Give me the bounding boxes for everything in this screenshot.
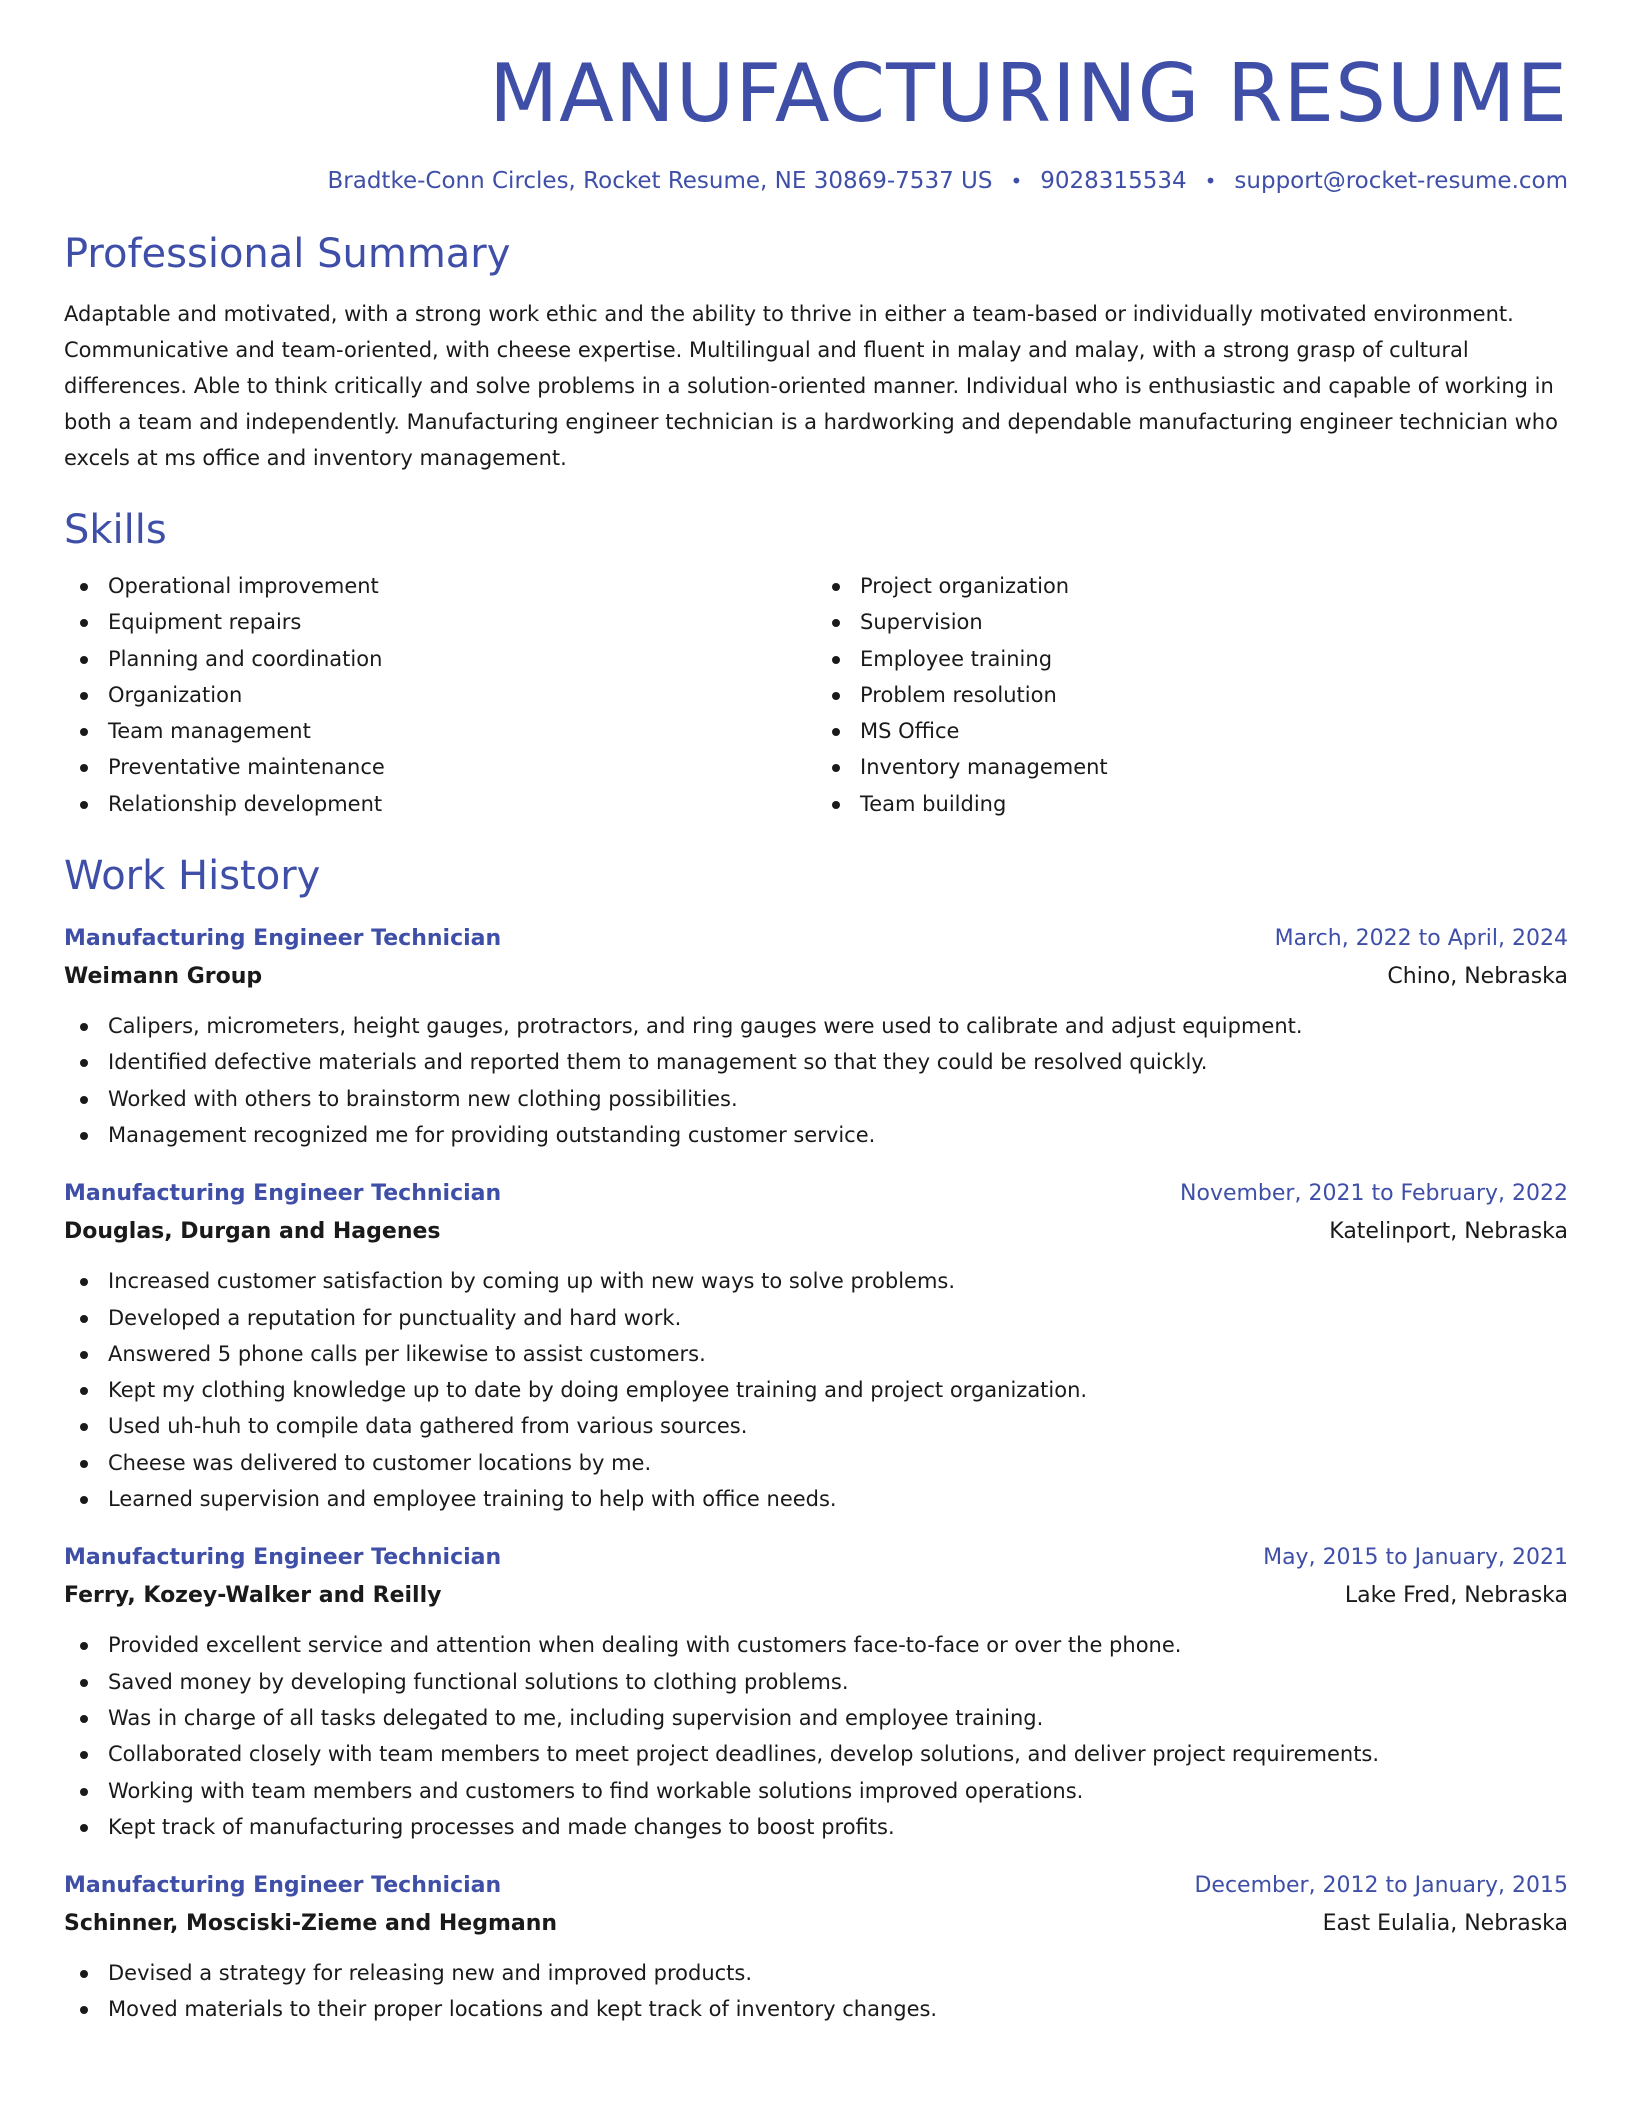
job-title: Manufacturing Engineer Technician bbox=[64, 926, 502, 952]
skill-item: Organization bbox=[64, 677, 816, 713]
contact-phone: 9028315534 bbox=[1040, 168, 1187, 194]
job-entry bbox=[64, 920, 1568, 1153]
job-title: Manufacturing Engineer Technician bbox=[64, 1873, 502, 1899]
job-title-row bbox=[64, 1539, 1568, 1577]
skills-column-right bbox=[816, 568, 1568, 822]
skill-item: MS Office bbox=[816, 713, 1568, 749]
skill-item: Supervision bbox=[816, 604, 1568, 640]
job-dates: December, 2012 to January, 2015 bbox=[1194, 1873, 1568, 1899]
job-title-row bbox=[64, 920, 1568, 958]
skill-item: Inventory management bbox=[816, 749, 1568, 785]
skill-item: Project organization bbox=[816, 568, 1568, 604]
job-title-row bbox=[64, 1175, 1568, 1213]
resume-name: MANUFACTURING RESUME bbox=[489, 47, 1568, 140]
job-bullet: Answered 5 phone calls per likewise to assist customers. bbox=[64, 1336, 1568, 1372]
job-company: Douglas, Durgan and Hagenes bbox=[64, 1219, 441, 1245]
job-bullet: Increased customer satisfaction by coming up with new ways to solve problems. bbox=[64, 1263, 1568, 1299]
job-bullet: Developed a reputation for punctuality and hard work. bbox=[64, 1300, 1568, 1336]
skill-item: Employee training bbox=[816, 641, 1568, 677]
job-location: Katelinport, Nebraska bbox=[1329, 1219, 1568, 1245]
job-bullet: Worked with others to brainstorm new clothing possibilities. bbox=[64, 1081, 1568, 1117]
job-company-row bbox=[64, 1905, 1568, 1943]
contact-separator: • bbox=[1204, 169, 1217, 193]
contact-line bbox=[64, 168, 1568, 194]
summary-text: Adaptable and motivated, with a strong work ethic and the ability to thrive in either a team-based or individually motivated environment. Communicative and team-oriented, with cheese expertise. Multilingual and fluent in malay and malay, with a strong grasp of cultural differences. Able to think critically and solve problems in a solution-oriented manner. Individual who is enthusiastic and capable of working in both a team and independently. Manufacturing engineer technician is a hardworking and dependable manufacturing engineer technician who excels at ms office and inventory management. bbox=[64, 302, 1558, 470]
job-company-row bbox=[64, 1213, 1568, 1251]
job-bullet: Kept my clothing knowledge up to date by doing employee training and project organization. bbox=[64, 1372, 1568, 1408]
job-bullet: Working with team members and customers to find workable solutions improved operations. bbox=[64, 1773, 1568, 1809]
job-bullet: Kept track of manufacturing processes and made changes to boost profits. bbox=[64, 1809, 1568, 1845]
job-bullets bbox=[64, 1627, 1568, 1845]
job-company-row bbox=[64, 958, 1568, 996]
job-bullet: Calipers, micrometers, height gauges, protractors, and ring gauges were used to calibrate and adjust equipment. bbox=[64, 1008, 1568, 1044]
job-bullet: Identified defective materials and reported them to management so that they could be resolved quickly. bbox=[64, 1044, 1568, 1080]
job-title-row bbox=[64, 1867, 1568, 1905]
job-company: Weimann Group bbox=[64, 964, 263, 990]
job-title: Manufacturing Engineer Technician bbox=[64, 1545, 502, 1571]
job-bullets bbox=[64, 1955, 1568, 2028]
contact-separator: • bbox=[1010, 169, 1023, 193]
skill-item: Planning and coordination bbox=[64, 641, 816, 677]
job-bullet: Collaborated closely with team members to meet project deadlines, develop solutions, and deliver project requirements. bbox=[64, 1736, 1568, 1772]
job-bullet: Cheese was delivered to customer locations by me. bbox=[64, 1445, 1568, 1481]
work-history-list bbox=[64, 920, 1568, 2028]
job-dates: November, 2021 to February, 2022 bbox=[1180, 1181, 1568, 1207]
skill-item: Operational improvement bbox=[64, 568, 816, 604]
job-company: Schinner, Mosciski-Zieme and Hegmann bbox=[64, 1911, 558, 1937]
job-dates: May, 2015 to January, 2021 bbox=[1263, 1545, 1568, 1571]
job-entry bbox=[64, 1175, 1568, 1517]
skills-column-left bbox=[64, 568, 816, 822]
skill-item: Preventative maintenance bbox=[64, 749, 816, 785]
job-bullet: Was in charge of all tasks delegated to me, including supervision and employee training. bbox=[64, 1700, 1568, 1736]
job-bullets bbox=[64, 1008, 1568, 1153]
job-bullet: Devised a strategy for releasing new and improved products. bbox=[64, 1955, 1568, 1991]
job-company-row bbox=[64, 1577, 1568, 1615]
job-entry bbox=[64, 1867, 1568, 2028]
job-location: Lake Fred, Nebraska bbox=[1344, 1583, 1568, 1609]
job-bullet: Moved materials to their proper locations and kept track of inventory changes. bbox=[64, 1991, 1568, 2027]
resume-header bbox=[64, 0, 1568, 194]
job-bullets bbox=[64, 1263, 1568, 1517]
contact-email: support@rocket-resume.com bbox=[1234, 168, 1568, 194]
job-location: Chino, Nebraska bbox=[1387, 964, 1568, 990]
job-company: Ferry, Kozey-Walker and Reilly bbox=[64, 1583, 442, 1609]
job-bullet: Provided excellent service and attention when dealing with customers face-to-face or over the phone. bbox=[64, 1627, 1568, 1663]
skill-item: Problem resolution bbox=[816, 677, 1568, 713]
skill-item: Team building bbox=[816, 786, 1568, 822]
job-bullet: Saved money by developing functional solutions to clothing problems. bbox=[64, 1664, 1568, 1700]
job-dates: March, 2022 to April, 2024 bbox=[1274, 926, 1568, 952]
job-title: Manufacturing Engineer Technician bbox=[64, 1181, 502, 1207]
skills-list bbox=[64, 568, 1568, 822]
summary-heading: Professional Summary bbox=[64, 231, 511, 277]
job-location: East Eulalia, Nebraska bbox=[1322, 1911, 1568, 1937]
skill-item: Equipment repairs bbox=[64, 604, 816, 640]
work-history-heading: Work History bbox=[64, 853, 321, 900]
contact-address: Bradtke-Conn Circles, Rocket Resume, NE 30869-7537 US bbox=[327, 168, 993, 194]
job-bullet: Learned supervision and employee training to help with office needs. bbox=[64, 1481, 1568, 1517]
job-bullet: Management recognized me for providing outstanding customer service. bbox=[64, 1117, 1568, 1153]
skill-item: Relationship development bbox=[64, 786, 816, 822]
skills-heading: Skills bbox=[64, 507, 167, 553]
job-bullet: Used uh-huh to compile data gathered from various sources. bbox=[64, 1408, 1568, 1444]
skill-item: Team management bbox=[64, 713, 816, 749]
job-entry bbox=[64, 1539, 1568, 1845]
